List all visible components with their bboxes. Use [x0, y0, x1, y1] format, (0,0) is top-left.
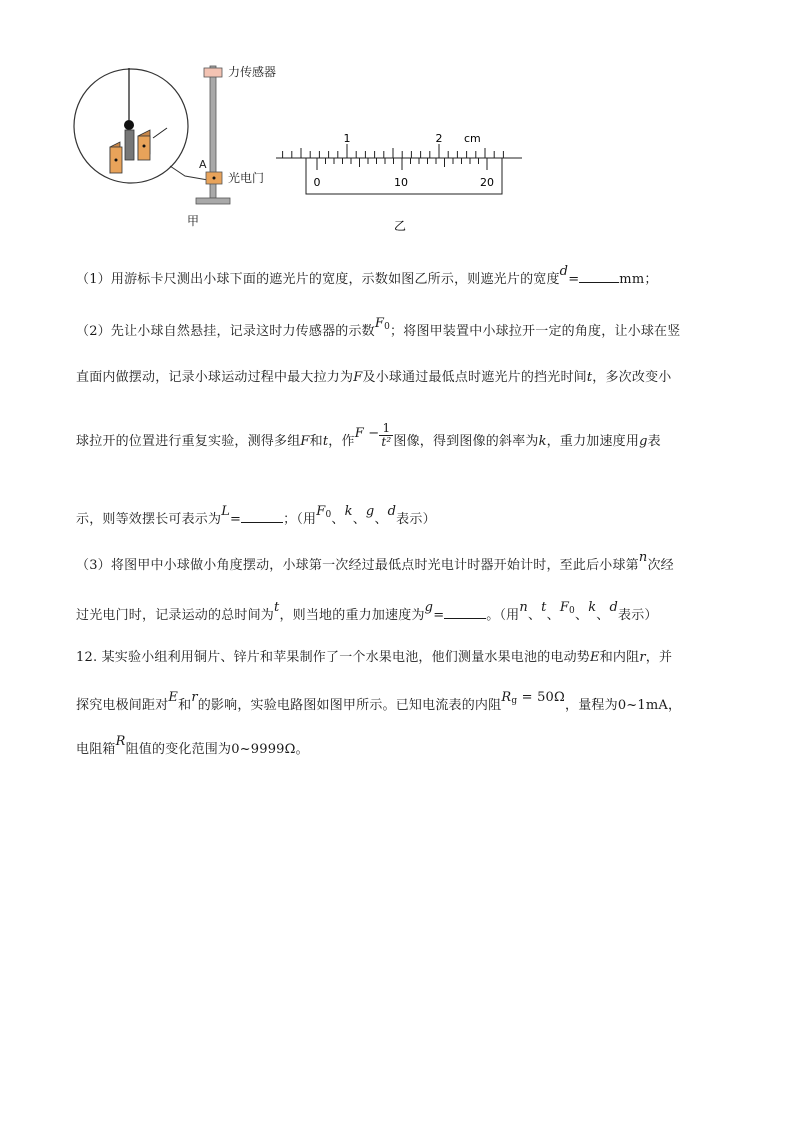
q2-eq: = [230, 512, 242, 527]
q2-l3-a: 球拉开的位置进行重复实验，测得多组 [76, 434, 301, 449]
var-F: F [353, 370, 363, 385]
gate-dot-right [143, 145, 146, 148]
vernier-label-20: 20 [480, 176, 494, 189]
q1-line [76, 264, 658, 287]
q2-l1-a: （2）先让小球自然悬挂，记录这时力传感器的示数 [76, 324, 375, 339]
q2-l3-b: ，作 [328, 434, 355, 449]
var-t-2: t [322, 434, 329, 449]
q2-line-1 [76, 316, 681, 340]
q1-text-a: （1）用游标卡尺测出小球下面的遮光片的宽度，示数如图乙所示，则遮光片的宽度 [76, 272, 560, 287]
q3-l2-a: 过光电门时，记录运动的总时间为 [76, 608, 275, 623]
sep-3: 、 [374, 512, 388, 527]
q12-line-2 [76, 690, 682, 714]
var-r-2: r [191, 690, 198, 705]
q1-eq: = [568, 272, 580, 287]
var-E: E [590, 650, 600, 665]
stand-base [196, 198, 230, 204]
var-t-4: t [541, 600, 547, 615]
q3-line-1 [76, 550, 674, 573]
figure-jia [70, 58, 290, 233]
shading-blade [125, 130, 134, 160]
label-force-sensor: 力传感器 [228, 65, 277, 79]
force-sensor [204, 68, 222, 77]
var-E-2: E [168, 690, 179, 705]
q3-line-2 [76, 600, 658, 624]
var-r: r [639, 650, 646, 665]
main-label-1: 1 [343, 132, 351, 145]
q2-line-2 [76, 366, 671, 385]
ball [124, 120, 134, 130]
var-t: t [586, 370, 593, 385]
q3-l2-b: ，则当地的重力加速度为 [279, 608, 425, 623]
var-L: L [221, 504, 231, 519]
gate-dot-left [115, 159, 118, 162]
var-k-2: k [344, 504, 353, 519]
var-k: k [538, 434, 547, 449]
q1-text-b: mm； [619, 272, 658, 287]
sep-2: 、 [352, 512, 366, 527]
photogate-dot [213, 177, 216, 180]
var-g-3: g [424, 600, 434, 615]
q2-l2-b: 及小球通过最低点时遮光片的挡光时间 [362, 370, 587, 385]
q12-l2-b: 的影响，实验电路图如图甲所示。已知电流表的内阻 [197, 698, 502, 713]
q12-l3-b: 阻值的变化范围为0~9999Ω。 [125, 742, 309, 757]
q3-answer-blank[interactable] [444, 618, 486, 619]
gate-block-right-face [138, 136, 150, 160]
q2-l3-e: 表 [647, 434, 661, 449]
var-F0-2: $F_0$ [316, 504, 332, 520]
var-g-2: g [365, 504, 375, 519]
label-a: A [199, 158, 207, 171]
q12-l2-and: 和 [178, 698, 192, 713]
sep-5: 、 [546, 608, 560, 623]
q2-l2-c: ，多次改变小 [592, 370, 672, 385]
var-F0: $F_0$ [374, 316, 391, 332]
caption-yi: 乙 [393, 219, 407, 233]
q3-l2-c: 。（用 [486, 608, 520, 623]
label-photogate: 光电门 [228, 171, 265, 185]
var-F-2: F [300, 434, 310, 449]
q12-line-1 [76, 646, 672, 665]
sep-4: 、 [527, 608, 542, 623]
q12-l1-a: 12. 某实验小组利用铜片、锌片和苹果制作了一个水果电池，他们测量水果电池的电动势 [76, 650, 591, 665]
rg-expression: $R_g = 50\Omega$ [501, 690, 566, 706]
vernier-label-10: 10 [394, 176, 408, 189]
q2-answer-blank[interactable] [241, 522, 283, 523]
figure-yi [272, 128, 528, 238]
sep-1: 、 [331, 512, 345, 527]
q12-l2-c: ，量程为0~1mA， [565, 698, 682, 713]
frac-left: F − [354, 426, 380, 441]
var-n-2: n [519, 600, 528, 615]
main-scale [283, 144, 504, 158]
vernier-label-0: 0 [313, 176, 321, 189]
var-d: d [559, 264, 569, 279]
q1-answer-blank[interactable] [579, 282, 619, 283]
q2-line-3 [76, 421, 661, 455]
q3-l2-d: 表示） [618, 608, 658, 623]
var-t-3: t [274, 600, 280, 615]
q2-l4-c: 表示） [396, 512, 436, 527]
q12-l3-a: 电阻箱 [76, 742, 116, 757]
q12-l1-b: 和内阻 [599, 650, 640, 665]
var-k-3: k [588, 600, 597, 615]
q2-l3-c: 图像，得到图像的斜率为 [393, 434, 539, 449]
q3-l1-a: （3）将图甲中小球做小角度摆动，小球第一次经过最低点时光电计时器开始计时，至此后小球第 [76, 558, 639, 573]
main-unit: cm [464, 132, 481, 145]
q2-l3-and: 和 [309, 434, 323, 449]
q2-l4-b: ；（用 [283, 512, 317, 527]
main-label-2: 2 [435, 132, 443, 145]
q3-eq: = [433, 608, 445, 623]
q12-l1-c: ，并 [645, 650, 673, 665]
fraction-1-over-t2: $\frac{1}{\text{t²}}$ [381, 421, 392, 449]
q2-l2-a: 直面内做摆动，记录小球运动过程中最大拉力为 [76, 370, 354, 385]
q12-l2-a: 探究电极间距对 [76, 698, 169, 713]
q12-line-3 [76, 734, 309, 757]
var-n: n [638, 550, 648, 565]
var-g: g [639, 434, 648, 449]
vernier-scale [317, 158, 487, 170]
q2-l3-d: ，重力加速度用 [546, 434, 640, 449]
caption-jia: 甲 [187, 214, 200, 228]
q2-line-4 [76, 504, 436, 528]
sep-6: 、 [574, 608, 589, 623]
var-F0-3: $F_0$ [559, 600, 575, 616]
var-R: R [115, 734, 126, 749]
q2-l4-a: 示，则等效摆长可表示为 [76, 512, 222, 527]
q3-l1-b: 次经 [647, 558, 674, 573]
q2-l1-b: ；将图甲装置中小球拉开一定的角度，让小球在竖 [390, 324, 681, 339]
var-d-2: d [387, 504, 397, 519]
sep-7: 、 [596, 608, 610, 623]
var-d-3: d [609, 600, 618, 615]
